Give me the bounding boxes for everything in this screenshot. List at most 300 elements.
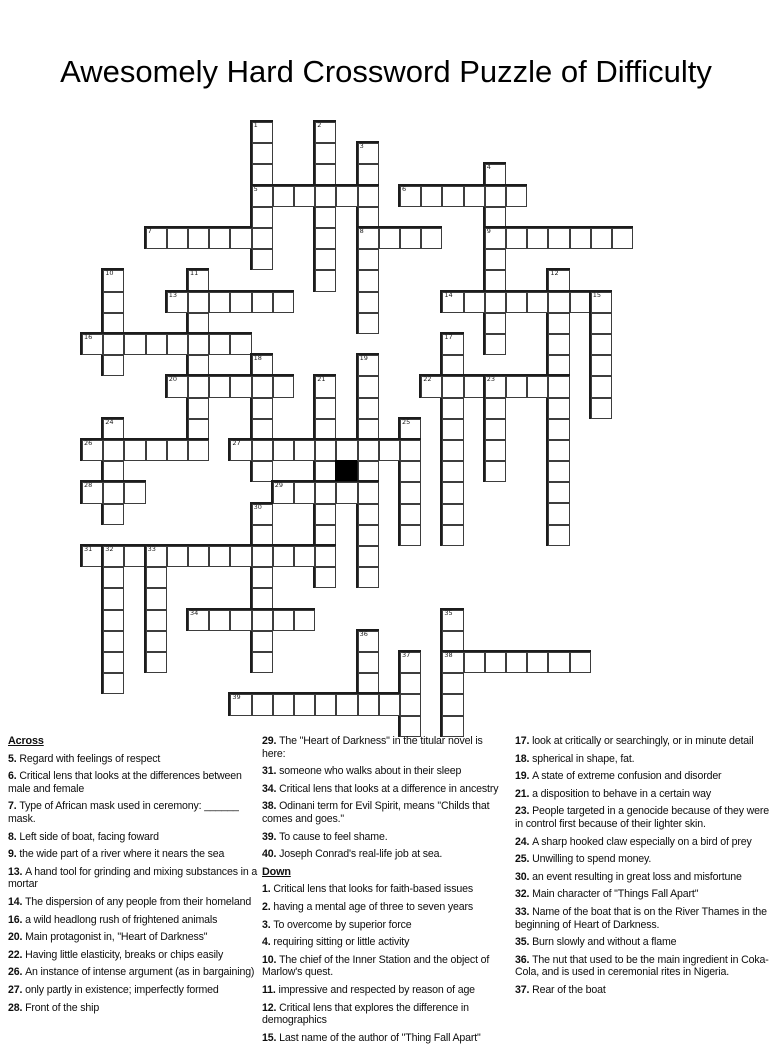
crossword-cell[interactable]: [103, 292, 124, 313]
crossword-cell[interactable]: [591, 398, 612, 419]
crossword-cell[interactable]: [442, 504, 463, 525]
crossword-cell[interactable]: [167, 546, 188, 567]
crossword-cell[interactable]: [358, 164, 379, 185]
crossword-cell[interactable]: [146, 588, 167, 609]
crossword-cell[interactable]: [442, 398, 463, 419]
crossword-word-10-down: [101, 268, 124, 376]
crossword-cell[interactable]: [464, 186, 485, 207]
crossword-word-37-down: [398, 650, 421, 737]
crossword-cell[interactable]: [315, 694, 336, 715]
crossword-cell[interactable]: [124, 482, 145, 503]
crossword-cell[interactable]: [442, 419, 463, 440]
crossword-cell[interactable]: [230, 694, 251, 715]
crossword-word-29-across: [271, 480, 379, 503]
crossword-cell[interactable]: [591, 334, 612, 355]
cell-number-label: 26: [84, 439, 93, 447]
crossword-cell[interactable]: [548, 313, 569, 334]
crossword-cell[interactable]: [167, 376, 188, 397]
crossword-word-27-across: [228, 438, 421, 461]
crossword-cell[interactable]: [230, 376, 251, 397]
crossword-cell[interactable]: [485, 292, 506, 313]
crossword-cell[interactable]: [400, 186, 421, 207]
cell-number-label: 34: [190, 608, 199, 617]
crossword-cell[interactable]: [358, 504, 379, 525]
crossword-cell[interactable]: [400, 440, 421, 461]
crossword-cell[interactable]: [146, 546, 167, 567]
crossword-cell[interactable]: [294, 186, 315, 207]
crossword-cell[interactable]: [315, 270, 336, 291]
crossword-cell[interactable]: [336, 186, 357, 207]
crossword-cell[interactable]: [358, 673, 379, 694]
crossword-cell[interactable]: [294, 546, 315, 567]
cell-number-label: 2: [317, 121, 322, 129]
crossword-cell[interactable]: [336, 440, 357, 461]
crossword-cell[interactable]: [358, 292, 379, 313]
clue-31-across: 31. someone who walks about in their sleep: [262, 765, 462, 778]
crossword-cell[interactable]: [570, 652, 591, 673]
crossword-cell[interactable]: [252, 249, 273, 270]
crossword-cell[interactable]: [315, 419, 336, 440]
crossword-cell[interactable]: [209, 376, 230, 397]
crossword-word-13-across: [165, 290, 294, 313]
crossword-cell[interactable]: [358, 207, 379, 228]
crossword-cell[interactable]: [146, 334, 167, 355]
clue-column-down: [515, 735, 769, 1002]
cell-number-label: 7: [147, 227, 152, 235]
crossword-cell[interactable]: [315, 207, 336, 228]
black-cell: [335, 460, 356, 481]
crossword-cell[interactable]: [124, 546, 145, 567]
crossword-cell[interactable]: [400, 482, 421, 503]
crossword-cell[interactable]: [146, 228, 167, 249]
crossword-cell[interactable]: [315, 461, 336, 482]
crossword-cell[interactable]: [315, 398, 336, 419]
crossword-cell[interactable]: [400, 461, 421, 482]
crossword-cell[interactable]: [548, 270, 569, 291]
crossword-cell[interactable]: [252, 610, 273, 631]
crossword-cell[interactable]: [548, 228, 569, 249]
crossword-cell[interactable]: [336, 694, 357, 715]
crossword-cell[interactable]: [252, 122, 273, 143]
crossword-cell[interactable]: [103, 567, 124, 588]
clue-column-across: [8, 735, 260, 1019]
crossword-cell[interactable]: [252, 164, 273, 185]
crossword-cell[interactable]: [82, 482, 103, 503]
crossword-cell[interactable]: [548, 461, 569, 482]
crossword-cell[interactable]: [527, 376, 548, 397]
crossword-cell[interactable]: [421, 228, 442, 249]
crossword-cell[interactable]: [252, 461, 273, 482]
page-title: Awesomely Hard Crossword Puzzle of Difficulty: [60, 54, 712, 89]
crossword-cell[interactable]: [548, 419, 569, 440]
crossword-word-18-down: [250, 353, 273, 482]
crossword-cell[interactable]: [188, 313, 209, 334]
crossword-cell[interactable]: [188, 398, 209, 419]
clue-14-across: 14. The dispersion of any people from their homeland: [8, 895, 252, 908]
crossword-cell[interactable]: [103, 546, 124, 567]
crossword-cell[interactable]: [442, 716, 463, 737]
crossword-cell[interactable]: [167, 440, 188, 461]
crossword-cell[interactable]: [591, 355, 612, 376]
crossword-cell[interactable]: [188, 376, 209, 397]
cell-number-label: 27: [232, 439, 241, 447]
crossword-cell[interactable]: [548, 440, 569, 461]
clue-33-down: 33. Name of the boat that is on the River Thames in the beginning of Heart of Darkness.: [515, 905, 767, 931]
clue-25-down: 25. Unwilling to spend money.: [515, 853, 652, 866]
crossword-cell[interactable]: [315, 546, 336, 567]
crossword-cell[interactable]: [273, 546, 294, 567]
crossword-word-23-down: [483, 374, 506, 482]
clue-23-down: 23. People targeted in a genocide because of they were in control first because of their lighter skin.: [515, 805, 769, 830]
crossword-cell[interactable]: [591, 228, 612, 249]
cell-number-label: 19: [359, 354, 368, 363]
crossword-cell[interactable]: [485, 334, 506, 355]
crossword-cell[interactable]: [358, 440, 379, 461]
crossword-cell[interactable]: [146, 610, 167, 631]
crossword-cell[interactable]: [167, 228, 188, 249]
cell-number-label: 4: [486, 163, 491, 172]
crossword-cell[interactable]: [485, 652, 506, 673]
crossword-cell[interactable]: [442, 355, 463, 376]
crossword-cell[interactable]: [506, 376, 527, 397]
crossword-cell[interactable]: [230, 334, 251, 355]
crossword-cell[interactable]: [379, 694, 400, 715]
cell-number-label: 36: [359, 629, 368, 638]
crossword-cell[interactable]: [294, 610, 315, 631]
crossword-cell[interactable]: [400, 525, 421, 546]
crossword-cell[interactable]: [379, 228, 400, 249]
crossword-cell[interactable]: [506, 186, 527, 207]
crossword-cell[interactable]: [209, 546, 230, 567]
crossword-cell[interactable]: [252, 376, 273, 397]
crossword-cell[interactable]: [252, 186, 273, 207]
cell-number-label: 24: [105, 417, 114, 426]
crossword-cell[interactable]: [188, 334, 209, 355]
crossword-cell[interactable]: [591, 313, 612, 334]
crossword-cell[interactable]: [209, 228, 230, 249]
cell-number-label: 6: [402, 184, 407, 193]
crossword-cell[interactable]: [570, 292, 591, 313]
crossword-cell[interactable]: [188, 292, 209, 313]
crossword-cell[interactable]: [273, 440, 294, 461]
crossword-cell[interactable]: [442, 334, 463, 355]
crossword-cell[interactable]: [252, 440, 273, 461]
clue-39-across: 39. To cause to feel shame.: [262, 830, 388, 843]
crossword-cell[interactable]: [188, 419, 209, 440]
crossword-cell[interactable]: [230, 440, 251, 461]
crossword-cell[interactable]: [252, 143, 273, 164]
crossword-cell[interactable]: [591, 376, 612, 397]
crossword-cell[interactable]: [358, 270, 379, 291]
crossword-cell[interactable]: [315, 143, 336, 164]
crossword-cell[interactable]: [485, 398, 506, 419]
crossword-cell[interactable]: [400, 652, 421, 673]
crossword-cell[interactable]: [442, 440, 463, 461]
cell-number-label: 12: [550, 269, 559, 278]
crossword-cell[interactable]: [358, 228, 379, 249]
crossword-cell[interactable]: [252, 228, 273, 249]
crossword-cell[interactable]: [252, 546, 273, 567]
crossword-cell[interactable]: [315, 186, 336, 207]
crossword-cell[interactable]: [103, 313, 124, 334]
crossword-cell[interactable]: [124, 440, 145, 461]
clue-27-across: 27. only partly in existence; imperfectly formed: [8, 983, 219, 996]
clue-34-across: 34. Critical lens that looks at a difference in ancestry: [262, 782, 499, 795]
crossword-cell[interactable]: [252, 207, 273, 228]
crossword-cell[interactable]: [485, 313, 506, 334]
crossword-cell[interactable]: [315, 228, 336, 249]
crossword-cell[interactable]: [252, 504, 273, 525]
crossword-cell[interactable]: [167, 334, 188, 355]
crossword-cell[interactable]: [103, 588, 124, 609]
crossword-cell[interactable]: [188, 228, 209, 249]
clue-40-across: 40. Joseph Conrad's real-life job at sea.: [262, 848, 443, 861]
crossword-cell[interactable]: [506, 228, 527, 249]
crossword-cell[interactable]: [146, 652, 167, 673]
crossword-cell[interactable]: [315, 249, 336, 270]
crossword-cell[interactable]: [230, 546, 251, 567]
clue-2-down: 2. having a mental age of three to seven years: [262, 900, 474, 913]
crossword-cell[interactable]: [485, 461, 506, 482]
crossword-cell[interactable]: [315, 567, 336, 588]
crossword-word-34-across: [186, 608, 315, 631]
crossword-cell[interactable]: [442, 673, 463, 694]
cell-number-label: 15: [592, 290, 602, 299]
crossword-cell[interactable]: [358, 567, 379, 588]
crossword-word-25-down: [398, 417, 421, 546]
crossword-cell[interactable]: [294, 482, 315, 503]
crossword-cell[interactable]: [485, 228, 506, 249]
crossword-cell[interactable]: [358, 419, 379, 440]
crossword-cell[interactable]: [230, 292, 251, 313]
crossword-cell[interactable]: [315, 525, 336, 546]
cell-number-label: 5: [253, 184, 258, 193]
crossword-cell[interactable]: [82, 334, 103, 355]
crossword-cell[interactable]: [315, 440, 336, 461]
crossword-cell[interactable]: [273, 482, 294, 503]
crossword-cell[interactable]: [124, 334, 145, 355]
crossword-cell[interactable]: [464, 292, 485, 313]
crossword-cell[interactable]: [103, 461, 124, 482]
cell-number-label: 32: [105, 545, 114, 553]
crossword-cell[interactable]: [527, 292, 548, 313]
cell-number-label: 23: [486, 375, 496, 384]
crossword-cell[interactable]: [442, 376, 463, 397]
crossword-cell[interactable]: [548, 292, 569, 313]
crossword-cell[interactable]: [358, 398, 379, 419]
crossword-cell[interactable]: [315, 376, 336, 397]
crossword-cell[interactable]: [294, 694, 315, 715]
crossword-cell[interactable]: [358, 631, 379, 652]
crossword-cell[interactable]: [442, 610, 463, 631]
crossword-cell[interactable]: [400, 504, 421, 525]
crossword-cell[interactable]: [188, 610, 209, 631]
crossword-cell[interactable]: [103, 482, 124, 503]
crossword-cell[interactable]: [379, 440, 400, 461]
crossword-cell[interactable]: [548, 355, 569, 376]
crossword-cell[interactable]: [358, 652, 379, 673]
crossword-cell[interactable]: [548, 398, 569, 419]
crossword-cell[interactable]: [103, 334, 124, 355]
crossword-cell[interactable]: [188, 440, 209, 461]
crossword-cell[interactable]: [358, 376, 379, 397]
cell-number-label: 37: [402, 651, 411, 659]
crossword-cell[interactable]: [506, 292, 527, 313]
crossword-cell[interactable]: [421, 186, 442, 207]
crossword-cell[interactable]: [442, 461, 463, 482]
crossword-cell[interactable]: [400, 228, 421, 249]
cell-number-label: 16: [84, 333, 93, 341]
crossword-cell[interactable]: [400, 419, 421, 440]
crossword-cell[interactable]: [358, 546, 379, 567]
crossword-cell[interactable]: [273, 376, 294, 397]
crossword-cell[interactable]: [167, 292, 188, 313]
crossword-cell[interactable]: [464, 652, 485, 673]
clue-24-down: 24. A sharp hooked claw especially on a bird of prey: [515, 835, 752, 848]
crossword-cell[interactable]: [103, 631, 124, 652]
crossword-cell[interactable]: [548, 652, 569, 673]
crossword-cell[interactable]: [103, 504, 124, 525]
crossword-cell[interactable]: [400, 716, 421, 737]
clue-5-across: 5. Regard with feelings of respect: [8, 752, 161, 765]
crossword-cell[interactable]: [230, 610, 251, 631]
crossword-cell[interactable]: [315, 482, 336, 503]
crossword-cell[interactable]: [485, 376, 506, 397]
crossword-cell[interactable]: [209, 292, 230, 313]
crossword-cell[interactable]: [570, 228, 591, 249]
crossword-cell[interactable]: [103, 270, 124, 291]
crossword-cell[interactable]: [103, 355, 124, 376]
cell-number-label: 30: [253, 502, 262, 511]
crossword-cell[interactable]: [146, 567, 167, 588]
crossword-cell[interactable]: [485, 164, 506, 185]
clue-1-down: 1. Critical lens that looks for faith-based issues: [262, 883, 473, 896]
crossword-cell[interactable]: [252, 355, 273, 376]
crossword-cell[interactable]: [358, 461, 379, 482]
crossword-cell[interactable]: [485, 207, 506, 228]
crossword-cell[interactable]: [252, 398, 273, 419]
crossword-cell[interactable]: [358, 313, 379, 334]
crossword-cell[interactable]: [252, 588, 273, 609]
crossword-cell[interactable]: [103, 610, 124, 631]
crossword-cell[interactable]: [188, 270, 209, 291]
crossword-cell[interactable]: [358, 143, 379, 164]
crossword-cell[interactable]: [464, 376, 485, 397]
cell-number-label: 31: [84, 545, 93, 553]
crossword-cell[interactable]: [252, 694, 273, 715]
crossword-cell[interactable]: [548, 482, 569, 503]
crossword-cell[interactable]: [188, 355, 209, 376]
crossword-cell[interactable]: [252, 419, 273, 440]
crossword-cell[interactable]: [421, 376, 442, 397]
crossword-cell[interactable]: [252, 652, 273, 673]
crossword-cell[interactable]: [591, 292, 612, 313]
crossword-cell[interactable]: [612, 228, 633, 249]
clue-11-down: 11. impressive and respected by reason of age: [262, 983, 475, 996]
crossword-cell[interactable]: [82, 546, 103, 567]
crossword-cell[interactable]: [442, 186, 463, 207]
crossword-cell[interactable]: [209, 334, 230, 355]
crossword-cell[interactable]: [485, 419, 506, 440]
cell-number-label: 8: [359, 227, 364, 235]
crossword-cell[interactable]: [294, 440, 315, 461]
clue-12-down: 12. Critical lens that explores the difference in demographics: [262, 1001, 469, 1027]
crossword-cell[interactable]: [188, 546, 209, 567]
crossword-cell[interactable]: [82, 440, 103, 461]
cell-number-label: 18: [253, 354, 262, 363]
crossword-cell[interactable]: [103, 440, 124, 461]
crossword-cell[interactable]: [358, 694, 379, 715]
crossword-cell[interactable]: [527, 228, 548, 249]
crossword-cell[interactable]: [103, 652, 124, 673]
crossword-cell[interactable]: [442, 525, 463, 546]
crossword-cell[interactable]: [273, 694, 294, 715]
crossword-cell[interactable]: [209, 610, 230, 631]
crossword-cell[interactable]: [358, 249, 379, 270]
crossword-cell[interactable]: [400, 694, 421, 715]
clue-9-across: 9. the wide part of a river where it nears the sea: [8, 848, 225, 861]
crossword-word-9-across: [483, 226, 633, 249]
crossword-cell[interactable]: [103, 419, 124, 440]
crossword-cell[interactable]: [485, 440, 506, 461]
crossword-cell[interactable]: [146, 631, 167, 652]
crossword-cell[interactable]: [252, 525, 273, 546]
crossword-cell[interactable]: [442, 694, 463, 715]
crossword-cell[interactable]: [358, 186, 379, 207]
crossword-cell[interactable]: [548, 376, 569, 397]
crossword-cell[interactable]: [252, 631, 273, 652]
crossword-cell[interactable]: [252, 292, 273, 313]
crossword-cell[interactable]: [358, 355, 379, 376]
crossword-cell[interactable]: [273, 610, 294, 631]
crossword-cell[interactable]: [506, 652, 527, 673]
crossword-cell[interactable]: [548, 525, 569, 546]
crossword-cell[interactable]: [442, 482, 463, 503]
crossword-cell[interactable]: [548, 334, 569, 355]
crossword-cell[interactable]: [358, 525, 379, 546]
crossword-cell[interactable]: [230, 228, 251, 249]
crossword-cell[interactable]: [485, 270, 506, 291]
crossword-cell[interactable]: [400, 673, 421, 694]
crossword-cell[interactable]: [548, 503, 569, 524]
crossword-cell[interactable]: [527, 652, 548, 673]
crossword-cell[interactable]: [485, 249, 506, 270]
crossword-cell[interactable]: [315, 504, 336, 525]
crossword-cell[interactable]: [485, 186, 506, 207]
crossword-cell[interactable]: [442, 292, 463, 313]
crossword-cell[interactable]: [103, 673, 124, 694]
clue-18-down: 18. spherical in shape, fat.: [515, 752, 635, 765]
crossword-cell[interactable]: [273, 292, 294, 313]
across-header: Across: [8, 735, 44, 747]
crossword-cell[interactable]: [315, 122, 336, 143]
crossword-cell[interactable]: [358, 482, 379, 503]
crossword-cell[interactable]: [315, 164, 336, 185]
crossword-cell[interactable]: [442, 631, 463, 652]
crossword-word-33-down: [144, 544, 167, 673]
crossword-cell[interactable]: [252, 567, 273, 588]
crossword-word-5-across: [250, 184, 379, 207]
crossword-cell[interactable]: [146, 440, 167, 461]
crossword-cell[interactable]: [336, 482, 357, 503]
clue-32-down: 32. Main character of "Things Fall Apart": [515, 888, 699, 901]
crossword-cell[interactable]: [442, 652, 463, 673]
crossword-word-30-down: [250, 502, 273, 674]
crossword-cell[interactable]: [273, 186, 294, 207]
crossword-word-32-down: [101, 544, 124, 694]
clue-8-across: 8. Left side of boat, facing foward: [8, 830, 159, 843]
cell-number-label: 14: [444, 290, 453, 299]
